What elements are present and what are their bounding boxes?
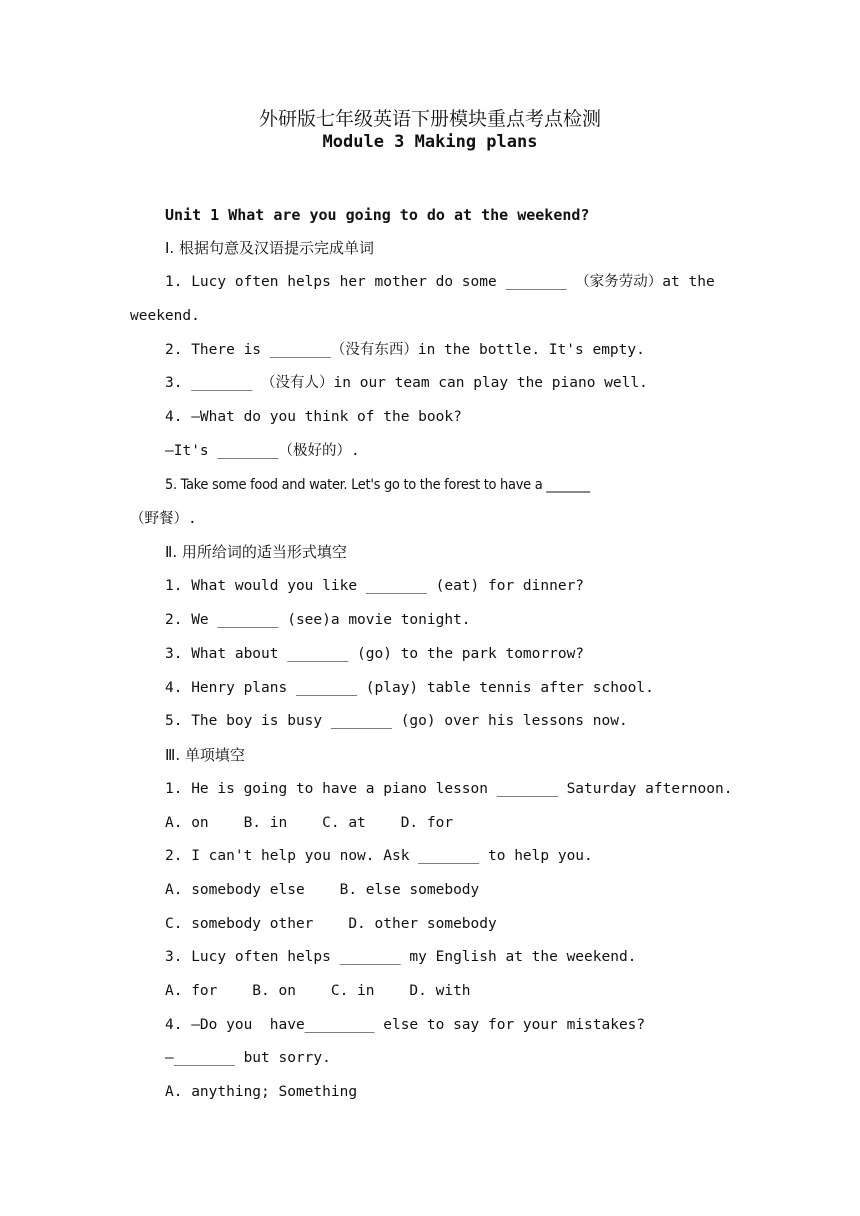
section-3-question-2: 2. I can't help you now. Ask _______ to help you. [165, 848, 593, 864]
section-3-question-3-options: A. for B. on C. in D. with [165, 983, 471, 999]
section-2-question-2: 2. We _______ (see)a movie tonight. [165, 612, 471, 628]
section-1-question-1-continued: weekend. [130, 308, 200, 324]
section-2-heading: Ⅱ. 用所给词的适当形式填空 [165, 543, 347, 561]
section-1-question-5-continued: （野餐）. [130, 511, 197, 527]
section-3-question-1-options: A. on B. in C. at D. for [165, 815, 454, 831]
section-2-question-4: 4. Henry plans _______ (play) table tennis after school. [165, 680, 654, 696]
section-3-question-4-answer: —_______ but sorry. [165, 1050, 331, 1066]
section-1-question-2: 2. There is _______（没有东西）in the bottle. It's empty. [165, 342, 645, 358]
section-1-question-4: 4. —What do you think of the book? [165, 409, 462, 425]
section-3-question-4-option-a: A. anything; Something [165, 1084, 358, 1100]
section-1-question-4-answer: —It's _______（极好的）. [165, 443, 360, 459]
section-3-heading: Ⅲ. 单项填空 [165, 746, 245, 764]
section-1-question-3: 3. _______ （没有人）in our team can play the piano well. [165, 375, 648, 391]
unit-heading: Unit 1 What are you going to do at the weekend? [165, 206, 590, 224]
section-3-question-4: 4. —Do you have________ else to say for your mistakes? [165, 1017, 646, 1033]
section-2-question-3: 3. What about _______ (go) to the park tomorrow? [165, 646, 585, 662]
section-2-question-5: 5. The boy is busy _______ (go) over his lessons now. [165, 713, 628, 729]
document-title-chinese: 外研版七年级英语下册模块重点考点检测 [258, 108, 601, 130]
section-2-question-1: 1. What would you like _______ (eat) for dinner? [165, 578, 585, 594]
section-3-question-2-options-cd: C. somebody other D. other somebody [165, 916, 497, 932]
section-3-question-3: 3. Lucy often helps _______ my English at the weekend. [165, 949, 637, 965]
section-1-heading: Ⅰ. 根据句意及汉语提示完成单词 [165, 239, 374, 257]
section-1-question-1: 1. Lucy often helps her mother do some _______ （家务劳动）at the [165, 274, 715, 290]
document-title-module: Module 3 Making plans [322, 132, 538, 152]
section-3-question-2-options-ab: A. somebody else B. else somebody [165, 882, 480, 898]
section-1-question-5: 5. Take some food and water. Let's go to the forest to have a _______ [165, 477, 590, 493]
section-3-question-1: 1. He is going to have a piano lesson _______ Saturday afternoon. [165, 781, 733, 797]
